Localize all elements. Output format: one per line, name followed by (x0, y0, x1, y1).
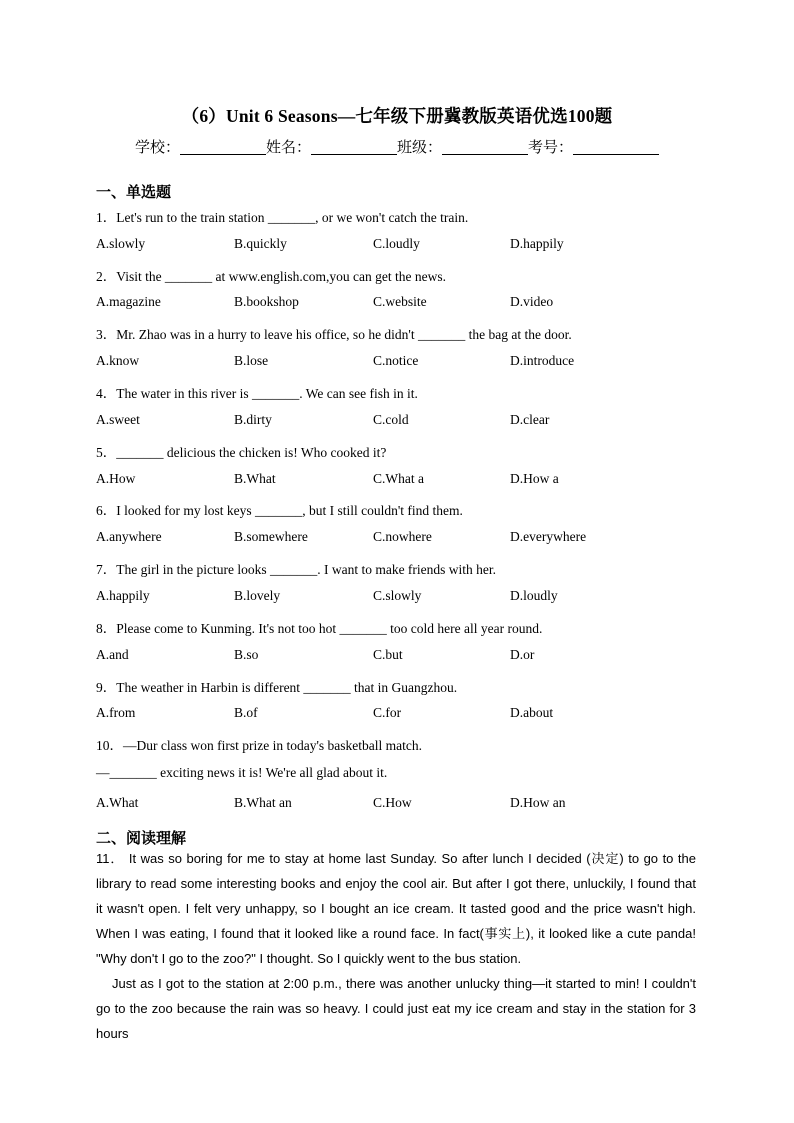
option-d: D.How an (510, 795, 566, 810)
number-label: 考号： (528, 138, 574, 156)
option-c: C.slowly (373, 588, 422, 603)
question-3-options (96, 353, 696, 371)
option-a: A.How (96, 471, 136, 486)
option-d: D.loudly (510, 588, 558, 603)
school-blank (180, 139, 266, 155)
option-d: D.happily (510, 236, 564, 251)
question-5: 5．_______ delicious the chicken is! Who cooked it? (96, 445, 387, 460)
question-9-options (96, 705, 696, 723)
class-label: 班级： (397, 138, 443, 156)
class-blank (442, 139, 528, 155)
option-c: C.notice (373, 353, 419, 368)
option-c: C.website (373, 294, 427, 309)
option-a: A.anywhere (96, 529, 162, 544)
option-c: C.How (373, 795, 412, 810)
question-1-options (96, 236, 696, 254)
student-info-line (0, 136, 794, 157)
number-blank (573, 139, 659, 155)
option-b: B.dirty (234, 412, 272, 427)
question-8: 8．Please come to Kunming. It's not too hot _______ too cold here all year round. (96, 621, 543, 636)
section-heading-single-choice: 一、单选题 (96, 183, 172, 201)
name-blank (311, 139, 397, 155)
question-1: 1．Let's run to the train station _______, or we won't catch the train. (96, 210, 469, 225)
option-d: D.everywhere (510, 529, 587, 544)
question-10-reply: —_______ exciting news it is! We're all glad about it. (96, 765, 388, 780)
question-2: 2．Visit the _______ at www.english.com,you can get the news. (96, 269, 447, 284)
option-c: C.What a (373, 471, 424, 486)
option-c: C.cold (373, 412, 409, 427)
option-b: B.bookshop (234, 294, 299, 309)
option-b: B.so (234, 647, 259, 662)
question-10-options (96, 795, 696, 813)
option-a: A.What (96, 795, 139, 810)
option-d: D.or (510, 647, 535, 662)
question-6: 6．I looked for my lost keys _______, but I still couldn't find them. (96, 503, 463, 518)
question-9: 9．The weather in Harbin is different _______ that in Guangzhou. (96, 680, 458, 695)
question-3: 3．Mr. Zhao was in a hurry to leave his office, so he didn't _______ the bag at the door. (96, 327, 572, 342)
option-a: A.sweet (96, 412, 140, 427)
option-c: C.for (373, 705, 402, 720)
option-b: B.What (234, 471, 276, 486)
reading-passage-paragraph-2 (96, 971, 696, 1046)
option-b: B.lovely (234, 588, 281, 603)
option-d: D.How a (510, 471, 559, 486)
reading-passage-paragraph-2-text: Just as I got to the station at 2:00 p.m., there was another unlucky thing—it started to min! I couldn't go to the zoo because the rain was so heavy. I could just eat my ice cream and stay in the station for 3 hours (96, 976, 696, 1041)
option-a: A.and (96, 647, 129, 662)
question-7-options (96, 588, 696, 606)
section-heading-reading: 二、阅读理解 (96, 829, 187, 847)
option-c: C.loudly (373, 236, 420, 251)
question-10: 10．—Dur class won first prize in today's basketball match. (96, 738, 422, 753)
option-b: B.lose (234, 353, 269, 368)
question-6-options (96, 529, 696, 547)
option-d: D.about (510, 705, 554, 720)
option-a: A.magazine (96, 294, 161, 309)
question-7: 7．The girl in the picture looks _______. I want to make friends with her. (96, 562, 497, 577)
reading-passage-paragraph-1: 11． It was so boring for me to stay at home last Sunday. So after lunch I decided (决定) to go to the library to read some interesting books and enjoy the cool air. But after I got there, unluckily, I found that it wasn't open. I felt very unhappy, so I bought an ice cream. It tasted good and the price wasn't high. When I was eating, I found that it looked like a round face. In fact(事实上), it looked like a cute panda! "Why don't I go to the zoo?" I thought. So I quickly went to the bus station. (96, 851, 696, 966)
question-4-options (96, 412, 696, 430)
option-b: B.somewhere (234, 529, 308, 544)
question-8-options (96, 647, 696, 665)
name-label: 姓名： (265, 138, 311, 156)
option-a: A.from (96, 705, 136, 720)
option-b: B.of (234, 705, 258, 720)
page-title: （6）Unit 6 Seasons—七年级下册冀教版英语优选100题 (181, 106, 613, 126)
question-4: 4．The water in this river is _______. We can see fish in it. (96, 386, 418, 401)
option-a: A.slowly (96, 236, 146, 251)
option-d: D.video (510, 294, 554, 309)
option-d: D.clear (510, 412, 550, 427)
option-c: C.nowhere (373, 529, 432, 544)
option-b: B.What an (234, 795, 292, 810)
question-5-options (96, 471, 696, 489)
question-2-options (96, 294, 696, 312)
option-a: A.know (96, 353, 140, 368)
school-label: 学校： (134, 138, 180, 156)
option-a: A.happily (96, 588, 150, 603)
option-b: B.quickly (234, 236, 287, 251)
option-c: C.but (373, 647, 403, 662)
option-d: D.introduce (510, 353, 575, 368)
